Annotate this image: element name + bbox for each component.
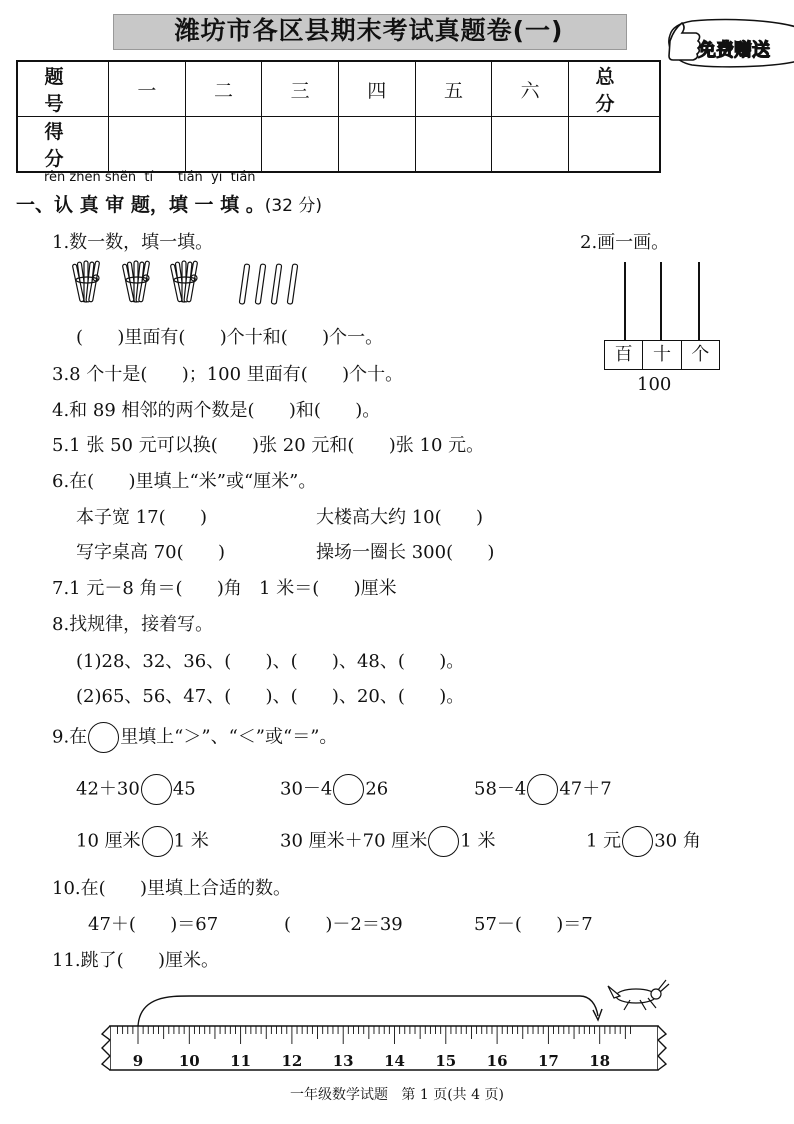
q9-label bbox=[52, 722, 337, 753]
compare-left: 30－4 bbox=[280, 778, 333, 800]
pinyin-annotation: rèn zhēn shěn tí tián yi tián bbox=[44, 170, 256, 185]
compare-right: 45 bbox=[172, 778, 196, 800]
section-heading-text: 一、认 真 审 题，填 一 填 。 bbox=[16, 194, 265, 216]
q8-item: (1)28、32、36、( )、( )、48、( )。 bbox=[76, 651, 465, 672]
compare-item bbox=[280, 774, 388, 805]
q10-item: 47＋( )＝67 bbox=[88, 914, 219, 935]
q3: 3.8 个十是( )；100 里面有( )个十。 bbox=[52, 364, 404, 385]
ruler-label: 16 bbox=[486, 1052, 508, 1070]
score-input-cell[interactable] bbox=[262, 117, 339, 173]
q6-item: 操场一圈长 300( ) bbox=[316, 542, 495, 563]
ruler-label: 18 bbox=[589, 1052, 611, 1070]
q1-blanks: ( )里面有( )个十和( )个一。 bbox=[76, 327, 384, 348]
compare-item bbox=[280, 826, 495, 857]
table-cell: 一 bbox=[109, 61, 186, 117]
page-footer: 一年级数学试题 第 1 页(共 4 页) bbox=[290, 1087, 504, 1103]
compare-left: 30 厘米＋70 厘米 bbox=[280, 830, 428, 852]
q10-label: 10.在( )里填上合适的数。 bbox=[52, 878, 292, 899]
q7: 7.1 元－8 角＝( )角 1 米＝( )厘米 bbox=[52, 578, 397, 599]
ruler-illustration bbox=[100, 978, 670, 1078]
q1-label: 1.数一数，填一填。 bbox=[52, 232, 214, 253]
q8-label: 8.找规律，接着写。 bbox=[52, 614, 214, 635]
q6-item: 本子宽 17( ) bbox=[76, 507, 208, 528]
compare-circle[interactable] bbox=[428, 826, 459, 857]
q6-item: 大楼高大约 10( ) bbox=[316, 507, 484, 528]
table-cell: 三 bbox=[262, 61, 339, 117]
q6-label: 6.在( )里填上“米”或“厘米”。 bbox=[52, 471, 317, 492]
section-heading bbox=[16, 190, 322, 217]
q8-item: (2)65、56、47、( )、( )、20、( )。 bbox=[76, 686, 465, 707]
ruler-label: 17 bbox=[537, 1052, 559, 1070]
ruler-label: 12 bbox=[281, 1052, 303, 1070]
ruler-label: 11 bbox=[230, 1052, 252, 1070]
table-row bbox=[17, 117, 660, 173]
q2-label: 2.画一画。 bbox=[580, 232, 670, 253]
table-cell: 四 bbox=[338, 61, 415, 117]
abacus-place-labels bbox=[604, 340, 720, 370]
abacus-number: 100 bbox=[637, 374, 672, 395]
score-input-cell[interactable] bbox=[569, 117, 661, 173]
compare-left: 42＋30 bbox=[76, 778, 140, 800]
compare-item bbox=[76, 774, 196, 805]
compare-circle[interactable] bbox=[333, 774, 364, 805]
ruler-label: 9 bbox=[132, 1052, 144, 1070]
bundles-of-sticks-illustration bbox=[72, 258, 312, 308]
q11-label: 11.跳了( )厘米。 bbox=[52, 950, 220, 971]
compare-right: 1 米 bbox=[173, 830, 209, 852]
abacus-rod bbox=[660, 262, 662, 340]
compare-right: 47＋7 bbox=[559, 778, 612, 800]
q9-label-post: 里填上“＞”、“＜”或“＝”。 bbox=[120, 726, 338, 748]
score-input-cell[interactable] bbox=[109, 117, 186, 173]
compare-right: 1 米 bbox=[460, 830, 496, 852]
place-label: 个 bbox=[691, 344, 710, 365]
table-cell: 得 分 bbox=[17, 117, 109, 173]
table-cell: 六 bbox=[492, 61, 569, 117]
compare-item bbox=[76, 826, 209, 857]
compare-circle[interactable] bbox=[527, 774, 558, 805]
circle-blank-icon bbox=[88, 722, 119, 753]
compare-right: 26 bbox=[365, 778, 389, 800]
grasshopper-icon bbox=[608, 980, 669, 1010]
q4: 4.和 89 相邻的两个数是( )和( )。 bbox=[52, 400, 381, 421]
q10-item: ( )－2＝39 bbox=[284, 914, 403, 935]
q9-label-pre: 9.在 bbox=[52, 726, 88, 748]
badge-label: 免费赠送 bbox=[698, 40, 770, 61]
score-input-cell[interactable] bbox=[338, 117, 415, 173]
table-cell: 五 bbox=[415, 61, 492, 117]
ruler-label: 15 bbox=[435, 1052, 457, 1070]
abacus-rod bbox=[624, 262, 626, 340]
ruler-label: 10 bbox=[178, 1052, 200, 1070]
page-title: 潍坊市各区县期末考试真题卷(一) bbox=[174, 16, 564, 45]
compare-circle[interactable] bbox=[142, 826, 173, 857]
section-points: (32 分) bbox=[264, 196, 323, 216]
compare-left: 10 厘米 bbox=[76, 830, 141, 852]
compare-left: 1 元 bbox=[586, 830, 622, 852]
compare-item bbox=[586, 826, 701, 857]
table-cell: 二 bbox=[185, 61, 262, 117]
place-label: 百 bbox=[605, 341, 643, 369]
q6-item: 写字桌高 70( ) bbox=[76, 542, 226, 563]
compare-right: 30 角 bbox=[654, 830, 701, 852]
ruler-label: 13 bbox=[332, 1052, 354, 1070]
abacus-rod bbox=[698, 262, 700, 340]
place-label: 十 bbox=[643, 341, 681, 369]
ruler-label: 14 bbox=[384, 1052, 405, 1070]
table-cell: 题 号 bbox=[17, 61, 109, 117]
compare-left: 58－4 bbox=[474, 778, 527, 800]
score-input-cell[interactable] bbox=[492, 117, 569, 173]
score-input-cell[interactable] bbox=[415, 117, 492, 173]
score-table bbox=[16, 60, 661, 173]
table-cell: 总 分 bbox=[569, 61, 661, 117]
table-row bbox=[17, 61, 660, 117]
score-input-cell[interactable] bbox=[185, 117, 262, 173]
q10-item: 57－( )＝7 bbox=[474, 914, 593, 935]
compare-item bbox=[474, 774, 612, 805]
compare-circle[interactable] bbox=[622, 826, 653, 857]
q5: 5.1 张 50 元可以换( )张 20 元和( )张 10 元。 bbox=[52, 435, 485, 456]
compare-circle[interactable] bbox=[141, 774, 172, 805]
